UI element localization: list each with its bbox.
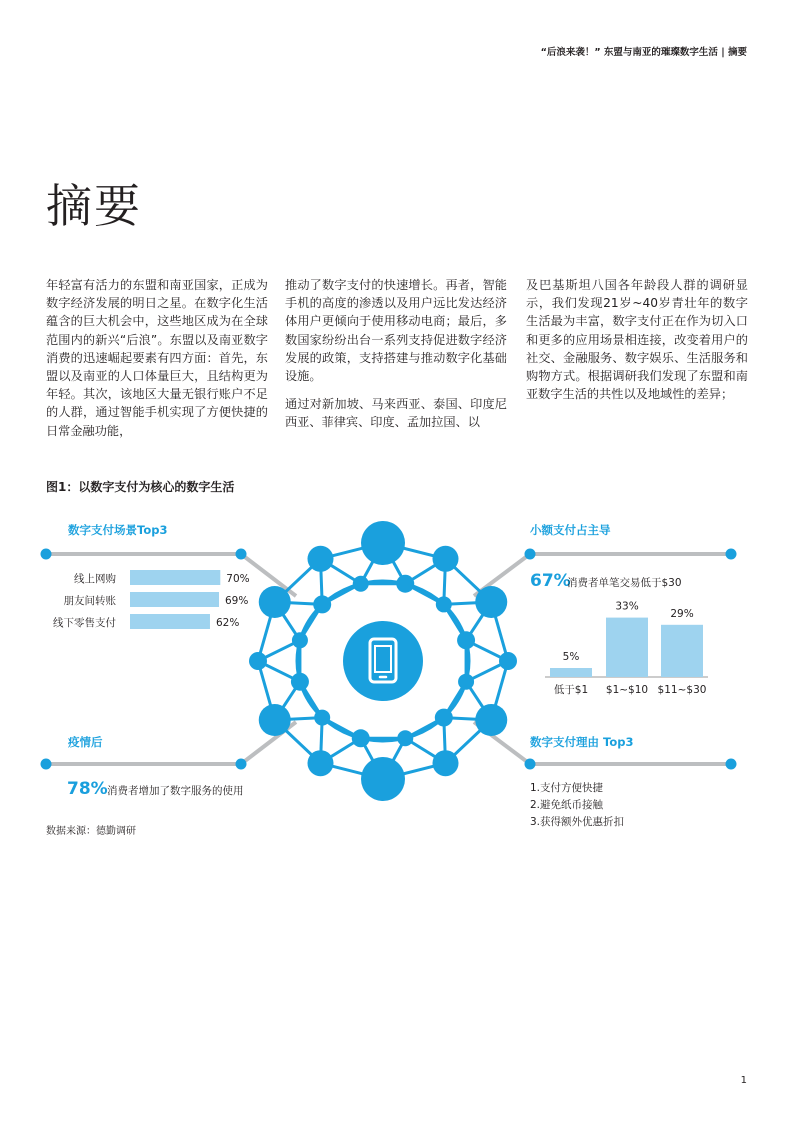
body-column-2 (285, 276, 507, 442)
vbar-value-label: 29% (670, 607, 694, 620)
connector-end-dot (41, 759, 52, 770)
post-pandemic-text: 消费者增加了数字服务的使用 (107, 785, 244, 797)
source-note: 数据来源：德勤调研 (46, 826, 136, 837)
hbar-value-label: 62% (215, 617, 240, 629)
connector-joint-dot (236, 549, 247, 560)
hbar-bar (130, 570, 220, 585)
figure-caption: 图1：以数字支付为核心的数字生活 (46, 480, 235, 494)
network-node (397, 730, 413, 746)
paragraph: 及巴基斯坦八国各年龄段人群的调研显示，我们发现21岁~40岁青壮年的数字生活最为丰富，数字支付正在作为切入口和更多的应用场景相连接，改变着用户的社交、金融服务、数字娱乐、生活服务和购物方式。根据调研我们发现了东盟和南亚数字生活的共性以及地域性的差异； (526, 278, 748, 402)
network-node (259, 704, 291, 736)
panel-title-post-pandemic: 疫情后 (68, 735, 103, 749)
network-node (433, 750, 459, 776)
micro-payment-highlight: 67% (530, 571, 571, 591)
page-number: 1 (740, 1075, 747, 1086)
network-node (361, 757, 405, 801)
vbar-value-label: 33% (615, 600, 639, 613)
network-node (457, 631, 475, 649)
network-node (361, 521, 405, 565)
vbar-bar (606, 618, 648, 677)
micro-payment-chart (545, 601, 708, 696)
connector-joint-dot (236, 759, 247, 770)
network-node (475, 586, 507, 618)
micro-payment-text: 消费者单笔交易低于$30 (567, 577, 682, 589)
connector-joint-dot (525, 759, 536, 770)
network-node (499, 652, 517, 670)
network-node (314, 710, 330, 726)
page-title: 摘要 (46, 179, 142, 233)
network-node (249, 652, 267, 670)
hbar-bar (130, 614, 210, 629)
panel-title-payment-scenarios: 数字支付场景Top3 (68, 523, 168, 537)
network-node (308, 750, 334, 776)
paragraph: 年轻富有活力的东盟和南亚国家，正成为数字经济发展的明日之星。在数字化生活蕴含的巨大机会中，这些地区成为在全球范围内的新兴“后浪”。东盟以及南亚数字消费的迅速崛起要素有四方面：首先，东盟以及南亚的人口体量巨大，且结构更为年轻。其次，该地区大量无银行账户不足的人群，通过智能手机实现了方便快捷的日常金融功能， (46, 278, 268, 438)
network-node (396, 575, 414, 593)
network-node (458, 674, 474, 690)
hbar-value-label: 69% (225, 595, 249, 607)
panel-title-payment-reasons: 数字支付理由 Top3 (530, 735, 634, 749)
connector-end-dot (41, 549, 52, 560)
center-hub (343, 621, 423, 701)
hbar-category-label: 朋友间转账 (63, 595, 116, 607)
body-column-3 (526, 276, 748, 413)
reason-item: 3.获得额外优惠折扣 (530, 816, 625, 828)
connector-end-dot (726, 549, 737, 560)
network-node (436, 596, 452, 612)
connector-line (474, 554, 731, 596)
network-node (433, 546, 459, 572)
hbar-bar (130, 592, 219, 607)
running-header: “后浪来袭！” 东盟与南亚的璀璨数字生活 | 摘要 (540, 47, 747, 58)
hbar-category-label: 线上网购 (74, 573, 116, 585)
vbar-category-label: 低于$1 (553, 684, 589, 696)
hbar-value-label: 70% (226, 573, 250, 585)
network-node (292, 632, 308, 648)
network-node (435, 709, 453, 727)
vbar-category-label: $11~$30 (657, 684, 707, 696)
network-node (259, 586, 291, 618)
network-node (475, 704, 507, 736)
network-node (313, 595, 331, 613)
reason-item: 1.支付方便快捷 (530, 782, 604, 794)
network-node (308, 546, 334, 572)
reason-item: 2.避免纸币接触 (530, 799, 604, 811)
vbar-bar (661, 625, 703, 677)
digital-life-infographic (0, 500, 793, 840)
vbar-bar (550, 668, 592, 677)
vbar-category-label: $1~$10 (605, 684, 649, 696)
post-pandemic-highlight: 78% (67, 779, 108, 799)
body-column-1 (46, 276, 268, 450)
network-node (352, 729, 370, 747)
network-node (291, 673, 309, 691)
hbar-category-label: 线下零售支付 (53, 617, 116, 629)
connector-joint-dot (525, 549, 536, 560)
paragraph: 推动了数字支付的快速增长。再者，智能手机的高度的渗透以及用户远比发达经济体用户更倾向于使用移动电商；最后，多数国家纷纷出台一系列支持促进数字经济发展的政策，支持搭建与推动数字化基础设施。 (285, 278, 507, 384)
hub-circle (343, 621, 423, 701)
connector-end-dot (726, 759, 737, 770)
panel-title-micro-payments: 小额支付占主导 (530, 523, 611, 537)
network-node (353, 576, 369, 592)
payment-scenarios-chart (53, 570, 250, 629)
paragraph: 通过对新加坡、马来西亚、泰国、印度尼西亚、菲律宾、印度、孟加拉国、以 (285, 397, 507, 430)
vbar-value-label: 5% (562, 651, 580, 663)
